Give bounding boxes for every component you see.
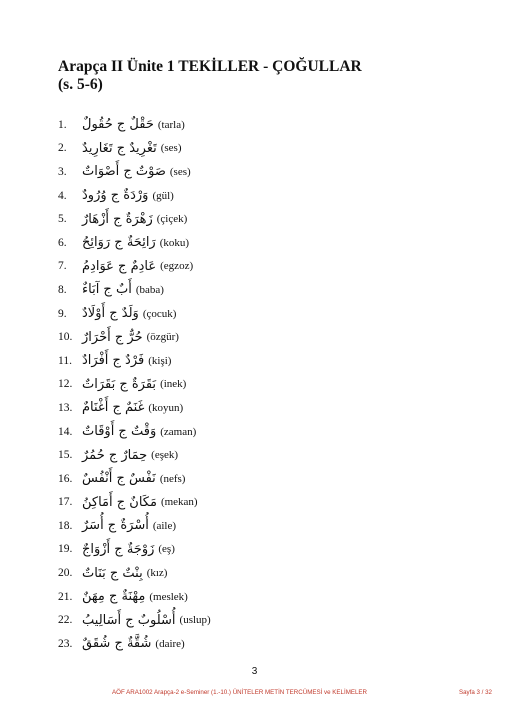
arabic-word: حَقْلٌ ج حُقُولٌ bbox=[82, 117, 154, 133]
list-item bbox=[58, 561, 478, 585]
item-number: 2. bbox=[58, 142, 67, 155]
item-number: 10. bbox=[58, 331, 73, 344]
turkish-meaning: (daire) bbox=[155, 637, 185, 650]
item-number: 20. bbox=[58, 567, 73, 580]
turkish-meaning: (gül) bbox=[152, 189, 174, 202]
turkish-meaning: (ses) bbox=[160, 142, 182, 155]
item-number: 7. bbox=[58, 260, 67, 273]
list-item bbox=[58, 302, 478, 326]
item-number: 15. bbox=[58, 449, 73, 462]
arabic-word: وَلَدٌ ج أَوْلَادٌ bbox=[82, 306, 139, 322]
arabic-word: مِهْنَةٌ ج مِهَنٌ bbox=[82, 589, 146, 605]
arabic-word: صَوْتٌ ج أَصْوَاتٌ bbox=[82, 164, 166, 180]
turkish-meaning: (aile) bbox=[152, 519, 177, 532]
turkish-meaning: (koyun) bbox=[148, 401, 184, 414]
turkish-meaning: (çocuk) bbox=[142, 307, 177, 320]
list-item bbox=[58, 255, 478, 279]
footer-left-text: AÖF ARA1002 Arapça-2 e-Seminer (1.-10.) ÜNİTELER METİN TERCÜMESİ ve KELİMELER bbox=[112, 689, 368, 696]
item-number: 14. bbox=[58, 425, 73, 438]
turkish-meaning: (tarla) bbox=[157, 118, 185, 131]
footer bbox=[112, 689, 492, 696]
list-item bbox=[58, 349, 478, 373]
item-number: 12. bbox=[58, 378, 73, 391]
list-item bbox=[58, 514, 478, 538]
turkish-meaning: (zaman) bbox=[160, 425, 197, 438]
arabic-word: زَوْجَةٌ ج أَزْوَاجٌ bbox=[82, 541, 155, 557]
list-item bbox=[58, 184, 478, 208]
arabic-word: حُرٌّ ج أَحْرَارٌ bbox=[82, 329, 143, 345]
arabic-word: أَبٌ ج آبَاءٌ bbox=[82, 282, 132, 298]
turkish-meaning: (eşek) bbox=[151, 449, 179, 462]
arabic-word: فَرْدٌ ج أَفْرَادٌ bbox=[82, 353, 145, 369]
item-number: 17. bbox=[58, 496, 73, 509]
arabic-word: أُسْرَةٌ ج أُسَرٌ bbox=[82, 518, 149, 534]
arabic-word: حِمَارٌ ج حُمُرٌ bbox=[82, 447, 148, 463]
item-number: 8. bbox=[58, 283, 67, 296]
arabic-word: أُسْلُوبٌ ج أَسَالِيبُ bbox=[82, 612, 176, 628]
list-item bbox=[58, 420, 478, 444]
item-number: 1. bbox=[58, 118, 67, 131]
list-item bbox=[58, 632, 478, 656]
footer-page-indicator: Sayfa 3 / 32 bbox=[458, 689, 492, 696]
item-number: 6. bbox=[58, 236, 67, 249]
item-number: 21. bbox=[58, 590, 73, 603]
arabic-word: زَهْرَةٌ ج أَزْهَارٌ bbox=[82, 211, 153, 227]
turkish-meaning: (baba) bbox=[135, 283, 164, 296]
turkish-meaning: (özgür) bbox=[146, 331, 179, 344]
arabic-word: بِنْتٌ ج بَنَاتٌ bbox=[82, 565, 143, 581]
item-number: 9. bbox=[58, 307, 67, 320]
item-number: 23. bbox=[58, 637, 73, 650]
vocabulary-list bbox=[58, 113, 478, 656]
item-number: 22. bbox=[58, 614, 73, 627]
turkish-meaning: (mekan) bbox=[160, 496, 198, 509]
title-line-1: Arapça II Ünite 1 TEKİLLER - ÇOĞULLAR bbox=[58, 58, 362, 75]
arabic-word: غَنَمٌ ج أَغْنَامٌ bbox=[82, 400, 145, 416]
item-number: 18. bbox=[58, 519, 73, 532]
list-item bbox=[58, 373, 478, 397]
item-number: 19. bbox=[58, 543, 73, 556]
turkish-meaning: (egzoz) bbox=[160, 260, 194, 273]
list-item bbox=[58, 538, 478, 562]
turkish-meaning: (meslek) bbox=[149, 590, 188, 603]
item-number: 11. bbox=[58, 354, 72, 367]
item-number: 5. bbox=[58, 213, 67, 226]
list-item bbox=[58, 491, 478, 515]
page-title bbox=[58, 58, 478, 94]
title-line-2: (s. 5-6) bbox=[58, 76, 103, 93]
list-item bbox=[58, 207, 478, 231]
turkish-meaning: (nefs) bbox=[159, 472, 186, 485]
list-item bbox=[58, 585, 478, 609]
turkish-meaning: (eş) bbox=[158, 543, 175, 556]
turkish-meaning: (inek) bbox=[160, 378, 187, 391]
arabic-word: تَغْرِيدٌ ج تَغَارِيدٌ bbox=[82, 140, 157, 156]
turkish-meaning: (kişi) bbox=[148, 354, 172, 367]
item-number: 4. bbox=[58, 189, 67, 202]
arabic-word: شُقَّةٌ ج شُقَقٌ bbox=[82, 636, 152, 652]
arabic-word: بَقَرَةٌ ج بَقَرَاتٌ bbox=[82, 376, 157, 392]
list-item bbox=[58, 160, 478, 184]
list-item bbox=[58, 443, 478, 467]
turkish-meaning: (uslup) bbox=[179, 614, 211, 627]
item-number: 3. bbox=[58, 165, 67, 178]
turkish-meaning: (ses) bbox=[169, 165, 191, 178]
turkish-meaning: (koku) bbox=[159, 236, 190, 249]
list-item bbox=[58, 137, 478, 161]
arabic-word: وَقْتٌ ج أَوْقَاتٌ bbox=[82, 424, 157, 440]
list-item bbox=[58, 608, 478, 632]
page-number: 3 bbox=[251, 666, 258, 677]
item-number: 16. bbox=[58, 472, 73, 485]
arabic-word: نَفْسٌ ج أَنْفُسٌ bbox=[82, 471, 156, 487]
turkish-meaning: (kız) bbox=[146, 567, 168, 580]
turkish-meaning: (çiçek) bbox=[156, 213, 188, 226]
list-item bbox=[58, 113, 478, 137]
list-item bbox=[58, 231, 478, 255]
arabic-word: وَرْدَةٌ ج وُرُودٌ bbox=[82, 188, 149, 204]
item-number: 13. bbox=[58, 401, 73, 414]
list-item bbox=[58, 396, 478, 420]
list-item bbox=[58, 325, 478, 349]
arabic-word: عَادِمٌ ج عَوَادِمُ bbox=[82, 258, 157, 274]
arabic-word: مَكَانٌ ج أَمَاكِنُ bbox=[82, 494, 157, 510]
list-item bbox=[58, 278, 478, 302]
arabic-word: رَائِحَةٌ ج رَوَائِحُ bbox=[82, 235, 156, 251]
list-item bbox=[58, 467, 478, 491]
